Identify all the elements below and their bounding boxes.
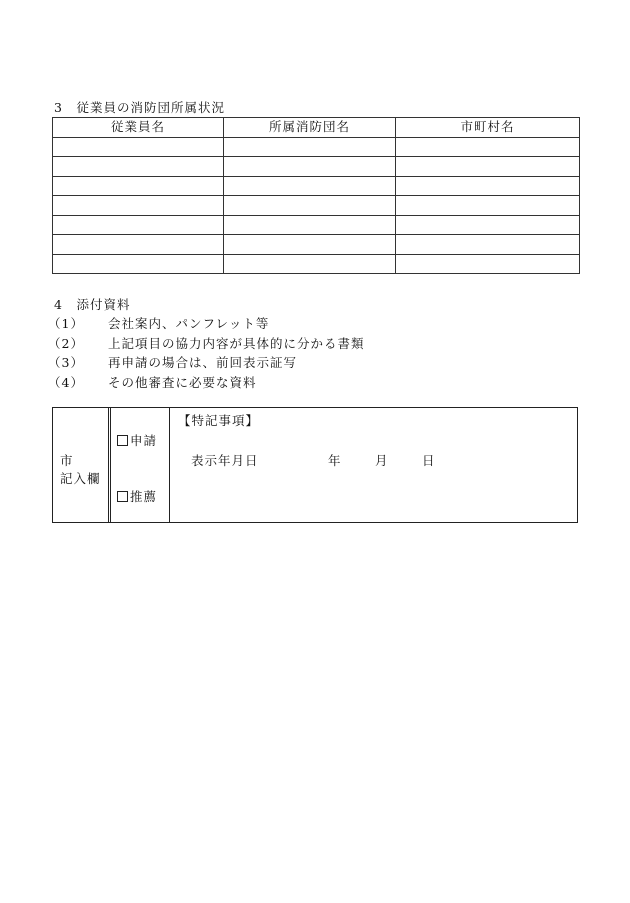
city-label-line2: 記入欄 xyxy=(60,471,101,486)
list-item-number: （2） xyxy=(48,335,84,351)
table-cell[interactable] xyxy=(224,157,396,177)
table-cell[interactable] xyxy=(396,137,580,157)
city-entry-box xyxy=(52,407,578,523)
table-cell[interactable] xyxy=(53,215,224,235)
table-cell[interactable] xyxy=(224,196,396,216)
table-cell[interactable] xyxy=(396,235,580,255)
table-row xyxy=(53,176,580,196)
table-cell[interactable] xyxy=(224,254,396,274)
special-notes-title: 【特記事項】 xyxy=(178,413,260,428)
table-cell[interactable] xyxy=(224,137,396,157)
recommend-option[interactable] xyxy=(117,487,157,505)
column-header-municipality: 市町村名 xyxy=(396,118,580,138)
table-cell[interactable] xyxy=(396,196,580,216)
table-cell[interactable] xyxy=(53,254,224,274)
table-cell[interactable] xyxy=(53,196,224,216)
table-cell[interactable] xyxy=(53,235,224,255)
table-cell[interactable] xyxy=(396,176,580,196)
list-item xyxy=(48,334,365,354)
column-header-fire-brigade: 所属消防団名 xyxy=(224,118,396,138)
list-item-number: （3） xyxy=(48,355,84,370)
table-row xyxy=(53,196,580,216)
table-row xyxy=(53,157,580,177)
table-cell[interactable] xyxy=(396,157,580,177)
list-item-number: （1） xyxy=(48,316,84,331)
table-cell[interactable] xyxy=(53,157,224,177)
city-label-line1: 市 xyxy=(60,453,74,468)
recommend-checkbox[interactable] xyxy=(117,491,128,502)
table-cell[interactable] xyxy=(224,215,396,235)
apply-checkbox[interactable] xyxy=(117,435,128,446)
application-type-column xyxy=(111,408,170,522)
table-cell[interactable] xyxy=(53,137,224,157)
list-item-text: 上記項目の協力内容が具体的に分かる書類 xyxy=(108,335,365,351)
list-item-text: 会社案内、パンフレット等 xyxy=(108,316,270,331)
table-row xyxy=(53,254,580,274)
apply-option[interactable] xyxy=(117,431,157,449)
table-cell[interactable] xyxy=(396,254,580,274)
attachment-list xyxy=(48,314,365,392)
table-row xyxy=(53,137,580,157)
list-item xyxy=(48,373,365,393)
special-notes-area[interactable] xyxy=(170,408,577,522)
list-item-text: その他審査に必要な資料 xyxy=(108,374,257,390)
recommend-label: 推薦 xyxy=(130,489,158,504)
table-cell[interactable] xyxy=(396,215,580,235)
table-cell[interactable] xyxy=(53,176,224,196)
month-label: 月 xyxy=(375,453,389,468)
display-date-label: 表示年月日 xyxy=(191,453,259,468)
column-header-employee-name: 従業員名 xyxy=(53,118,224,138)
table-row xyxy=(53,215,580,235)
table-row xyxy=(53,235,580,255)
day-label: 日 xyxy=(422,453,436,468)
table-cell[interactable] xyxy=(224,235,396,255)
list-item-text: 再申請の場合は、前回表示証写 xyxy=(108,355,298,370)
employee-fire-brigade-table xyxy=(52,117,580,274)
list-item xyxy=(48,314,365,334)
section4-heading: 4 添付資料 xyxy=(54,297,131,312)
table-cell[interactable] xyxy=(224,176,396,196)
display-date-row xyxy=(191,451,436,469)
apply-label: 申請 xyxy=(130,433,158,448)
list-item-number: （4） xyxy=(48,374,84,390)
table-header-row xyxy=(53,118,580,138)
list-item xyxy=(48,353,365,373)
year-label: 年 xyxy=(328,453,342,468)
city-label-column xyxy=(53,408,111,522)
section3-heading: 3 従業員の消防団所属状況 xyxy=(54,100,225,115)
city-entry-label xyxy=(60,452,101,488)
